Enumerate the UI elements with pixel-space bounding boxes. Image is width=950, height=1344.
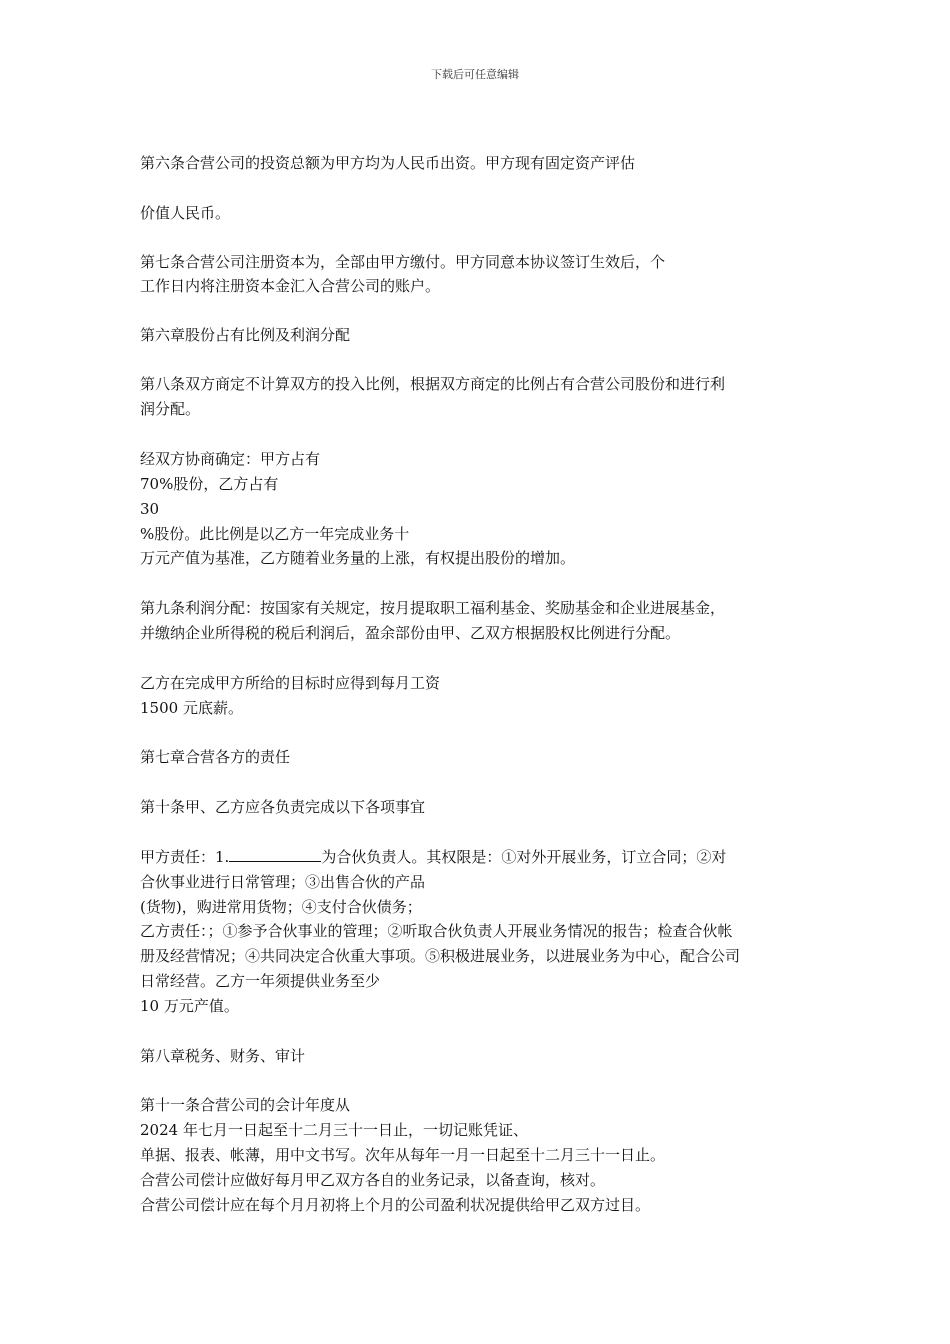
text-line: 合伙事业进行日常管理；③出售合伙的产品 bbox=[140, 873, 426, 891]
text-line: 并缴纳企业所得税的税后利润后，盈余部份由甲、乙双方根据股权比例进行分配。 bbox=[140, 624, 681, 642]
text-line: 第八条双方商定不计算双方的投入比例，根据双方商定的比例占有合营公司股份和进行利 bbox=[140, 375, 726, 393]
text-line: 10 万元产值。 bbox=[140, 997, 239, 1015]
text-line: 合营公司偿计应在每个月月初将上个月的公司盈利状况提供给甲乙双方过目。 bbox=[140, 1196, 651, 1214]
text-line: 经双方协商确定：甲方占有 bbox=[140, 450, 321, 468]
text-line: 润分配。 bbox=[140, 400, 201, 418]
duty-suffix: 为合伙负责人。其权限是：①对外开展业务，订立合同；②对 bbox=[321, 848, 727, 866]
text-line: (货物)，购进常用货物；④支付合伙债务； bbox=[140, 898, 422, 916]
text-line: 乙方责任：；①参予合伙事业的管理；②听取合伙负责人开展业务情况的报告；检查合伙帐 bbox=[140, 922, 733, 940]
text-line: 第九条利润分配：按国家有关规定，按月提取职工福利基金、奖励基金和企业进展基金， bbox=[140, 599, 726, 617]
chapter-heading: 第七章合营各方的责任 bbox=[140, 748, 291, 766]
duty-prefix: 甲方责任：1. bbox=[140, 848, 230, 866]
chapter-heading: 第八章税务、财务、审计 bbox=[140, 1047, 306, 1065]
text-line: 工作日内将注册资本金汇入合营公司的账户。 bbox=[140, 277, 441, 295]
text-line: 第十条甲、乙方应各负责完成以下各项事宜 bbox=[140, 798, 426, 816]
text-line: 乙方在完成甲方所给的目标时应得到每月工资 bbox=[140, 674, 441, 692]
fill-in-blank bbox=[229, 846, 321, 862]
duty-line bbox=[140, 846, 726, 868]
text-line: %股份。此比例是以乙方一年完成业务十 bbox=[140, 525, 410, 543]
chapter-heading: 第六章股份占有比例及利润分配 bbox=[140, 326, 351, 344]
text-line: 万元产值为基准，乙方随着业务量的上涨，有权提出股份的增加。 bbox=[140, 549, 576, 567]
text-line: 合营公司偿计应做好每月甲乙双方各自的业务记录，以备查询，核对。 bbox=[140, 1171, 606, 1189]
text-line: 价值人民币。 bbox=[140, 204, 231, 222]
text-line: 70%股份，乙方占有 bbox=[140, 475, 279, 493]
text-line: 第七条合营公司注册资本为，全部由甲方缴付。甲方同意本协议签订生效后，个 bbox=[140, 253, 666, 271]
text-line: 2024 年七月一日起至十二月三十一日止，一切记账凭证、 bbox=[140, 1121, 528, 1139]
text-line: 1500 元底薪。 bbox=[140, 699, 243, 717]
text-line: 单据、报表、帐薄，用中文书写。次年从每年一月一日起至十二月三十一日止。 bbox=[140, 1146, 666, 1164]
text-line: 第十一条合营公司的会计年度从 bbox=[140, 1096, 351, 1114]
text-line: 第六条合营公司的投资总额为甲方均为人民币出资。甲方现有固定资产评估 bbox=[140, 154, 636, 172]
text-line: 册及经营情况；④共同决定合伙重大事项。⑤积极进展业务，以进展业务为中心，配合公司 bbox=[140, 947, 741, 965]
text-line: 30 bbox=[140, 500, 160, 518]
page-header: 下载后可任意编辑 bbox=[431, 68, 519, 81]
text-line: 日常经营。乙方一年须提供业务至少 bbox=[140, 972, 381, 990]
